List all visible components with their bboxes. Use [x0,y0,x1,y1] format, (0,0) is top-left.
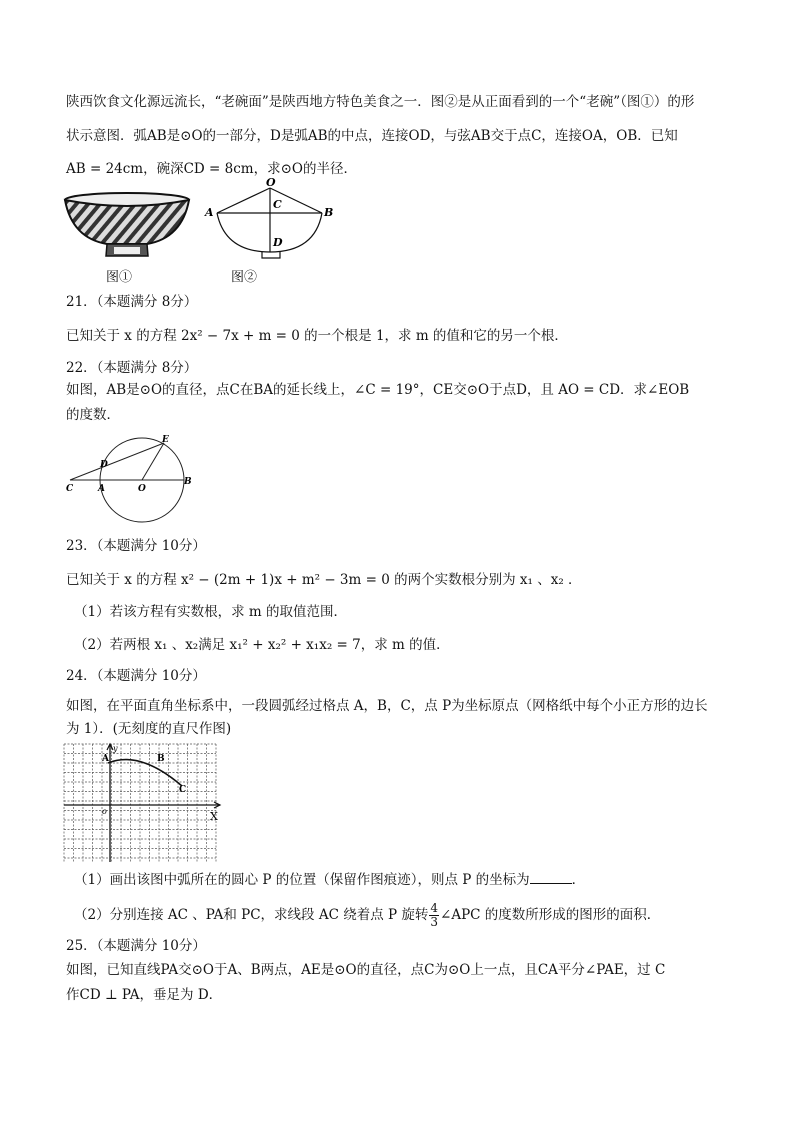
q24-part1-text: （1）画出该图中弧所在的圆心 P 的位置（保留作图痕迹），则点 P 的坐标为 [74,872,530,888]
q21-header: 21．（本题满分 8分） [66,294,198,310]
intro-line-2: 状示意图．弧AB是⊙O的一部分，D是弧AB的中点，连接OD，与弦AB交于点C，连接OA，OB．已知 [66,128,678,144]
label-O: O [138,484,146,494]
q22-line-1: 如图，AB是⊙O的直径，点C在BA的延长线上，∠C = 19°，CE交⊙O于点D，且 AO = CD．求∠EOB [66,382,690,398]
q24-part2-end: ∠APC 的度数所形成的图形的面积． [440,907,661,923]
label-A: A [102,754,109,764]
q24-line-2: 为 1）．(无刻度的直尺作图) [66,721,232,737]
label-A: A [205,206,214,219]
label-C: C [273,198,282,211]
q24-part1-end: ． [571,872,586,888]
fraction-numerator: 4 [430,901,439,915]
label-C: C [179,785,187,795]
y-axis-label: y [113,744,118,753]
q24-part-2 [74,902,660,929]
label-D: D [273,236,283,249]
bowl-photo-figure [62,190,192,262]
figure2-caption: 图② [231,270,258,285]
q24-part2-text: （2）分别连接 AC 、PA和 PC，求线段 AC 绕着点 P 旋转 [74,907,429,923]
q25-line-2: 作CD ⊥ PA，垂足为 D． [66,987,223,1003]
label-O: O [266,176,276,189]
q25-line-1: 如图，已知直线PA交⊙O于A、B两点，AE是⊙O的直径，点C为⊙O上一点，且CA平分∠PAE，过 C [66,962,666,978]
label-B: B [184,477,192,487]
label-C: C [66,484,74,494]
q24-line-1: 如图，在平面直角坐标系中，一段圆弧经过格点 A，B，C，点 P为坐标原点（网格纸中每个小正方形的边长 [66,698,708,714]
q23-line-1: 已知关于 x 的方程 x² − (2m + 1)x + m² − 3m = 0 的两个实数根分别为 x₁ 、x₂ ． [66,572,582,588]
q21-line-1: 已知关于 x 的方程 2x² − 7x + m = 0 的一个根是 1，求 m 的值和它的另一个根． [66,328,568,344]
q25-header: 25．（本题满分 10分） [66,938,206,954]
q23-part-1: （1）若该方程有实数根，求 m 的取值范围． [74,604,347,620]
label-A: A [98,484,105,494]
fraction-four-thirds [429,902,439,929]
q23-part-2: （2）若两根 x₁ 、x₂满足 x₁² + x₂² + x₁x₂ = 7，求 m 的值． [74,637,450,653]
origin-label: o [102,807,107,816]
x-axis-label: X [210,810,218,823]
q23-header: 23．（本题满分 10分） [66,538,206,554]
answer-blank [530,871,572,884]
bowl-diagram-figure [200,176,340,260]
fraction-denominator: 3 [430,915,439,929]
coordinate-grid-figure [62,742,222,864]
circle-diagram-figure [62,435,194,525]
label-D: D [100,460,108,470]
q24-header: 24．（本题满分 10分） [66,668,206,684]
label-B: B [324,206,334,219]
intro-line-1: 陕西饮食文化源远流长，“老碗面”是陕西地方特色美食之一．图②是从正面看到的一个“老碗”（图①）的形 [66,94,695,110]
q22-header: 22．（本题满分 8分） [66,360,198,376]
q22-line-2: 的度数． [66,407,120,423]
figure1-caption: 图① [106,270,133,285]
label-B: B [157,754,165,764]
intro-line-3: AB = 24cm，碗深CD = 8cm，求⊙O的半径． [66,161,357,177]
q24-part-1 [74,871,585,889]
label-E: E [162,435,169,445]
